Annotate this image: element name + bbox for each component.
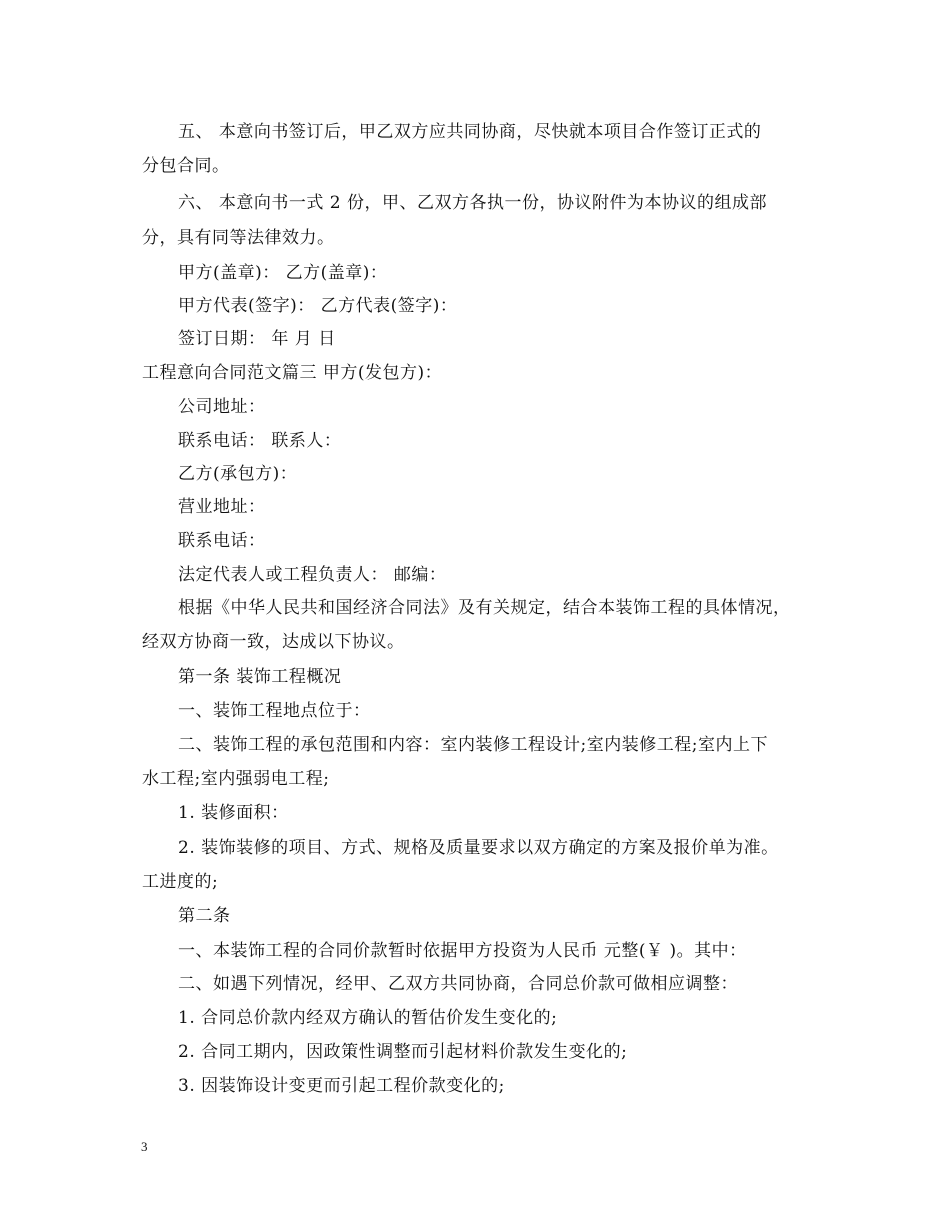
field-line: 乙方(承包方)： (178, 464, 298, 484)
field-line: 法定代表人或工程负责人： 邮编： (178, 565, 447, 585)
page-number: 3 (141, 1139, 148, 1154)
list-item: 2. 装饰装修的项目、方式、规格及质量要求以双方确定的方案及报价单为准。 (178, 838, 779, 858)
paragraph-line: 分包合同。 (142, 156, 230, 176)
article-heading: 第一条 装饰工程概况 (178, 667, 342, 687)
list-item: 1. 装修面积： (178, 803, 289, 823)
paragraph-line: 根据《中华人民共和国经济合同法》及有关规定，结合本装饰工程的具体情况， (178, 598, 791, 618)
field-line: 联系电话： 联系人： (178, 431, 342, 451)
paragraph-line: 二、如遇下列情况，经甲、乙双方共同协商，合同总价款可做相应调整： (178, 974, 738, 994)
article-heading: 第二条 (178, 906, 231, 926)
list-item: 2. 合同工期内，因政策性调整而引起材料价款发生变化的; (178, 1042, 628, 1062)
signature-line: 甲方代表(签字)： 乙方代表(签字)： (178, 296, 458, 316)
paragraph-line: 水工程;室内强弱电工程; (142, 769, 330, 789)
paragraph-line: 六、 本意向书一式 2 份，甲、乙双方各执一份，协议附件为本协议的组成部 (178, 193, 768, 213)
paragraph-line: 经双方协商一致，达成以下协议。 (142, 632, 405, 652)
signature-line: 甲方(盖章)： 乙方(盖章)： (178, 263, 388, 283)
paragraph-line: 一、装饰工程地点位于： (178, 701, 371, 721)
date-line: 签订日期： 年 月 日 (178, 329, 336, 349)
paragraph-line: 五、 本意向书签订后，甲乙双方应共同协商，尽快就本项目合作签订正式的 (178, 122, 762, 142)
section-heading: 工程意向合同范文篇三 甲方(发包方)： (142, 363, 443, 383)
paragraph-line: 二、装饰工程的承包范围和内容：室内装修工程设计;室内装修工程;室内上下 (178, 735, 768, 755)
paragraph-line: 工进度的; (142, 872, 219, 892)
list-item: 1. 合同总价款内经双方确认的暂估价发生变化的; (178, 1008, 558, 1028)
field-line: 公司地址： (178, 397, 266, 417)
list-item: 3. 因装饰设计变更而引起工程价款变化的; (178, 1076, 505, 1096)
field-line: 营业地址： (178, 497, 266, 517)
paragraph-line: 分，具有同等法律效力。 (142, 228, 335, 248)
paragraph-line: 一、本装饰工程的合同价款暂时依据甲方投资为人民币 元整(￥ )。其中： (178, 941, 747, 961)
field-line: 联系电话： (178, 531, 266, 551)
